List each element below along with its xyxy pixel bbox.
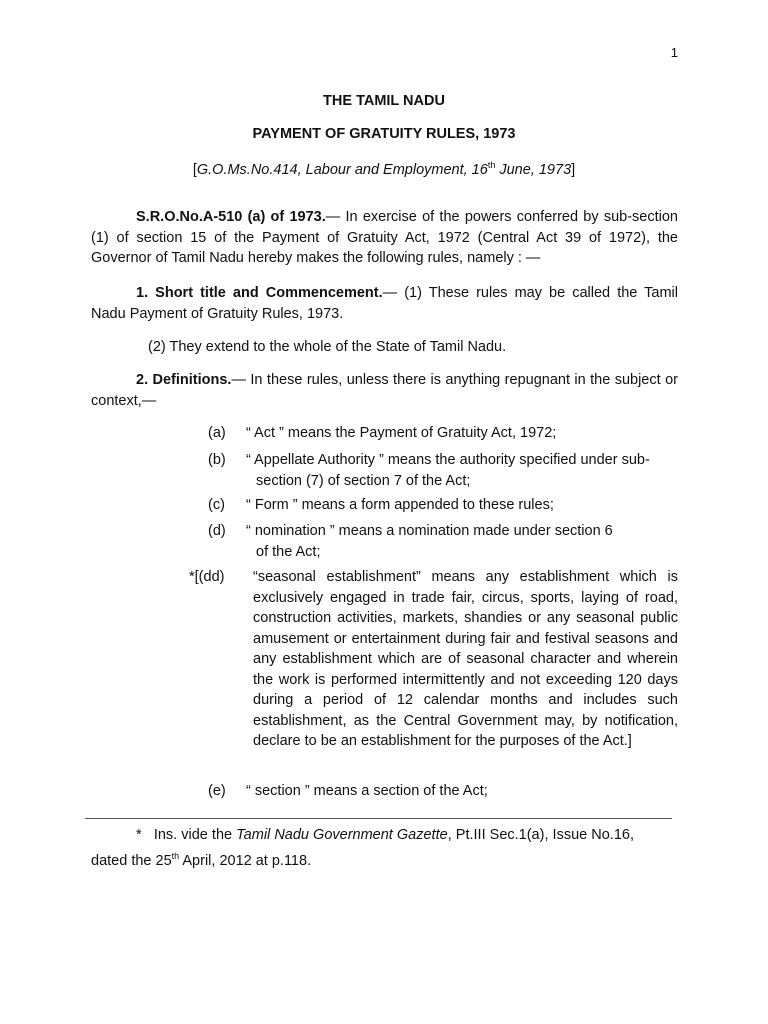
definition-text	[246, 521, 678, 562]
footnote-sup: th	[171, 850, 180, 861]
definition-line: section (7) of section 7 of the Act;	[256, 472, 471, 489]
footnote-suffix: April, 2012 at p.118.	[179, 852, 312, 869]
definition-text	[246, 450, 678, 491]
footnote	[91, 825, 634, 871]
definition-text: “seasonal establishment” means any establishment which is exclusively engaged in trade fair, circus, sports, laying of road, construction activities, markets, shandies or any seasonal public amusement or entertainment during fair and festival seasons and any establishment which are of seasonal character and wherein the work is performed intermittently and not exceeding 120 days during a period of 12 calendar months and includes such establishment, as the Central Government may, by notification, declare to be an establishment for the purposes of the Act.]	[253, 569, 678, 749]
footnote-separator	[85, 818, 672, 819]
definition-marker: *[(dd)	[189, 569, 225, 585]
heading-rules-title: PAYMENT OF GRATUITY RULES, 1973	[252, 126, 516, 142]
footnote-gazette: Tamil Nadu Government Gazette	[236, 827, 448, 843]
citation-order-end: June, 1973	[495, 161, 572, 178]
definition-text: “ Form ” means a form appended to these rules;	[246, 497, 554, 513]
sro-text: — In exercise of the powers conferred by sub-section (1) of section 15 of the Payment of Gratuity Act, 1972 (Central Act 39 of 1972), the Governor of Tamil Nadu hereby makes the following rules, namely : —	[91, 209, 679, 266]
citation-order: G.O.Ms.No.414, Labour and Employment, 16	[196, 161, 488, 178]
citation-open-bracket: [	[192, 161, 197, 178]
definition-marker: (c)	[208, 497, 225, 513]
footnote-prefix: Ins. vide the	[153, 827, 237, 843]
footnote-star: *	[136, 827, 142, 843]
definition-marker: (e)	[208, 783, 226, 799]
definition-marker: (a)	[208, 425, 226, 441]
rule-2-label: 2. Definitions.	[136, 372, 232, 388]
rule-2-paragraph	[91, 370, 678, 411]
definition-marker: (d)	[208, 523, 226, 539]
definition-marker: (b)	[208, 452, 226, 468]
heading-state: THE TAMIL NADU	[323, 93, 445, 109]
rule-1-sub-2: (2) They extend to the whole of the State of Tamil Nadu.	[148, 339, 507, 355]
sro-label: S.R.O.No.A-510 (a) of 1973.	[136, 209, 326, 225]
definition-line: “ Appellate Authority ” means the authority specified under sub-	[246, 452, 650, 468]
rule-2-text: — In these rules, unless there is anything repugnant in the subject or context,—	[91, 372, 678, 409]
definition-text: “ section ” means a section of the Act;	[246, 783, 488, 799]
page-number: 1	[670, 45, 678, 60]
footnote-middle: , Pt.III Sec.1(a), Issue No.16, dated the 25	[91, 827, 634, 869]
definition-line: of the Act;	[256, 543, 321, 560]
citation-close-bracket: ]	[571, 161, 576, 178]
definition-text: “ Act ” means the Payment of Gratuity Act, 1972;	[246, 425, 557, 441]
citation	[0, 160, 768, 178]
rule-1-text: — (1) These rules may be called the Tamil Nadu Payment of Gratuity Rules, 1973.	[91, 285, 678, 322]
citation-order-sup: th	[487, 160, 496, 170]
rule-1-paragraph	[91, 283, 678, 324]
rule-1-label: 1. Short title and Commencement.	[136, 285, 383, 301]
definition-line: “ nomination ” means a nomination made under section 6	[246, 523, 613, 539]
sro-paragraph	[91, 207, 678, 269]
